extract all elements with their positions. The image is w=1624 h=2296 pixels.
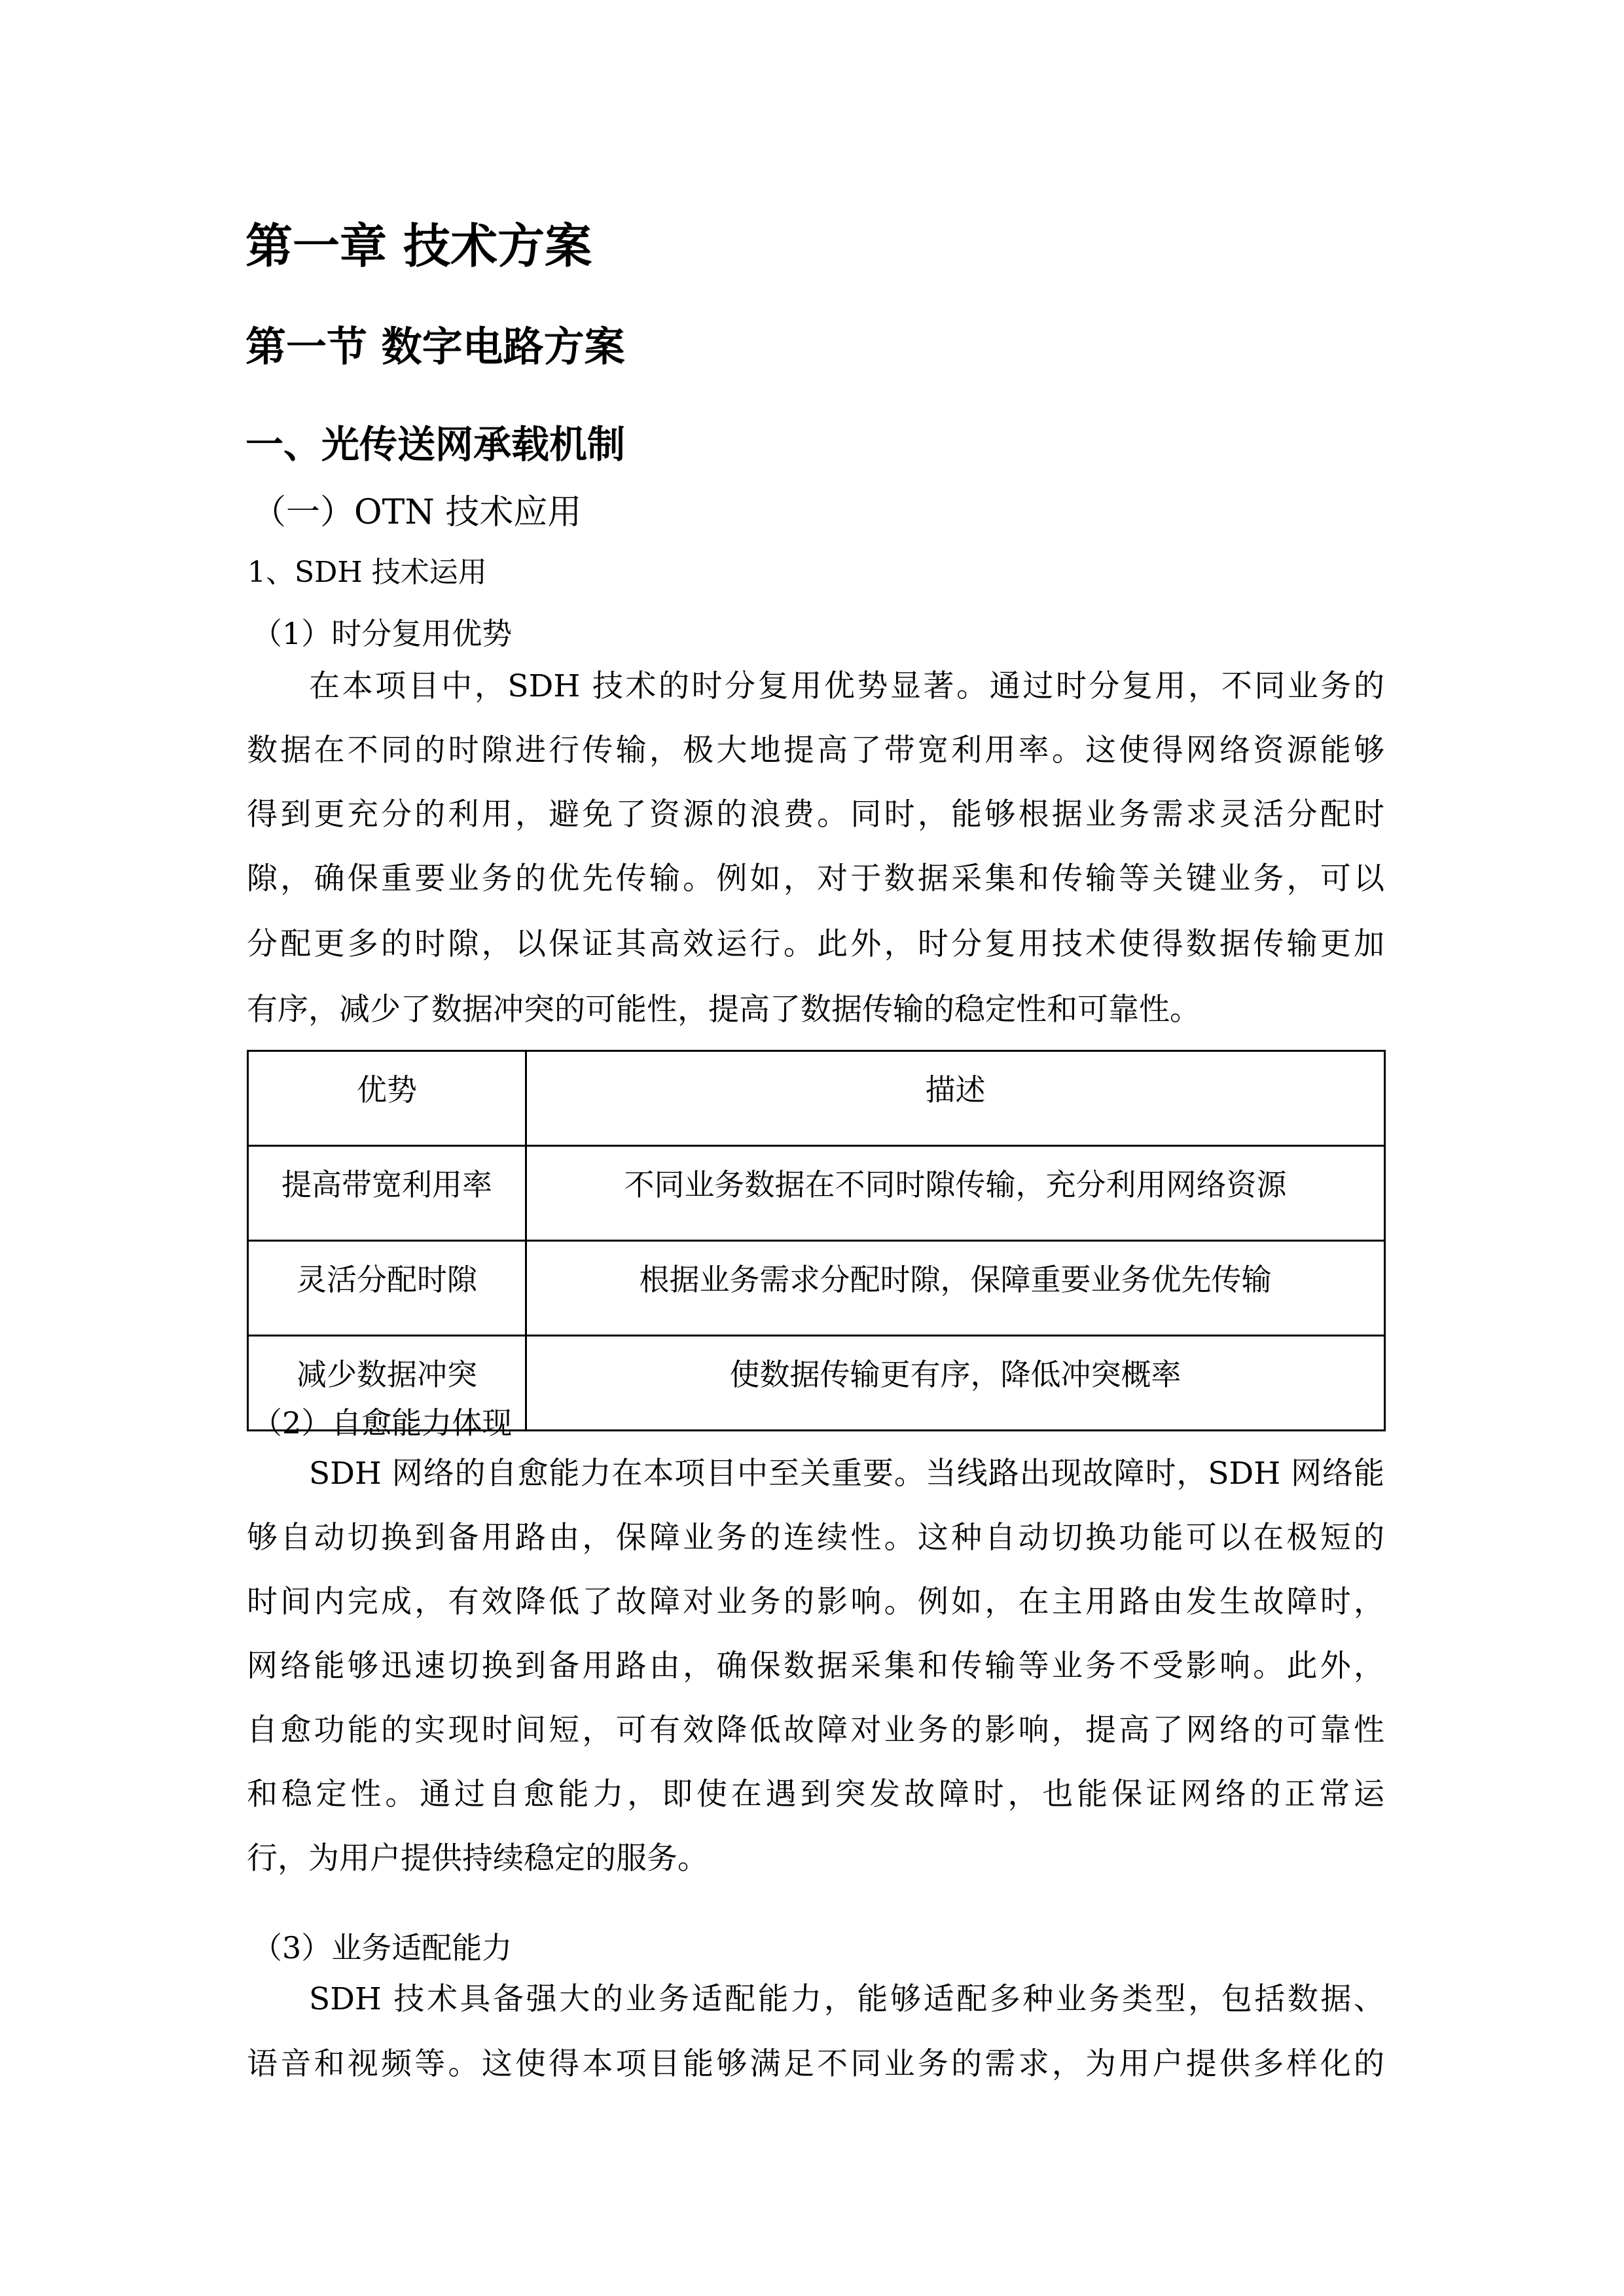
p3-heading: （3）业务适配能力 — [252, 1930, 513, 1965]
sub-subsection-title: （一）OTN 技术应用 — [252, 493, 582, 532]
text-line: 有序，减少了数据冲突的可能性，提高了数据传输的稳定性和可靠性。 — [247, 992, 1200, 1028]
table-cell: 提高带宽利用率 — [248, 1146, 526, 1241]
text-line: 和稳定性。通过自愈能力，即使在遇到突发故障时，也能保证网络的正常运 — [247, 1776, 1384, 1812]
table-row — [248, 1146, 1385, 1241]
table-cell: 灵活分配时隙 — [248, 1241, 526, 1336]
text-line: 够自动切换到备用路由，保障业务的连续性。这种自动切换功能可以在极短的 — [247, 1520, 1384, 1556]
p2-heading: （2）自愈能力体现 — [252, 1405, 513, 1441]
chapter-title: 第一章 技术方案 — [245, 219, 592, 274]
text-line: 得到更充分的利用，避免了资源的浪费。同时，能够根据业务需求灵活分配时 — [247, 797, 1384, 833]
table-cell: 不同业务数据在不同时隙传输，充分利用网络资源 — [526, 1146, 1385, 1241]
text-line: 数据在不同的时隙进行传输，极大地提高了带宽利用率。这使得网络资源能够 — [247, 732, 1384, 768]
text-line: 自愈功能的实现时间短，可有效降低故障对业务的影响，提高了网络的可靠性 — [247, 1712, 1384, 1748]
table-header-row — [248, 1051, 1385, 1146]
item-title: 1、SDH 技术运用 — [247, 556, 487, 589]
text-line: 网络能够迅速切换到备用路由，确保数据采集和传输等业务不受影响。此外， — [247, 1648, 1384, 1684]
text-line: 分配更多的时隙，以保证其高效运行。此外，时分复用技术使得数据传输更加 — [247, 926, 1384, 962]
table-cell: 减少数据冲突 — [248, 1336, 526, 1431]
text-line: SDH 技术具备强大的业务适配能力，能够适配多种业务类型，包括数据、 — [309, 1981, 1384, 2017]
table-header: 描述 — [526, 1051, 1385, 1146]
subsection-title: 一、光传送网承载机制 — [245, 422, 626, 467]
p1-heading: （1）时分复用优势 — [252, 616, 513, 651]
text-line: SDH 网络的自愈能力在本项目中至关重要。当线路出现故障时，SDH 网络能 — [309, 1456, 1384, 1492]
text-line: 行，为用户提供持续稳定的服务。 — [247, 1840, 708, 1876]
table-header: 优势 — [248, 1051, 526, 1146]
table-cell: 使数据传输更有序，降低冲突概率 — [526, 1336, 1385, 1431]
table-row — [248, 1241, 1385, 1336]
section-title: 第一节 数字电路方案 — [245, 323, 625, 370]
text-line: 在本项目中，SDH 技术的时分复用优势显著。通过时分复用，不同业务的 — [309, 668, 1384, 704]
text-line: 语音和视频等。这使得本项目能够满足不同业务的需求，为用户提供多样化的 — [247, 2046, 1384, 2082]
table-cell: 根据业务需求分配时隙，保障重要业务优先传输 — [526, 1241, 1385, 1336]
text-line: 时间内完成，有效降低了故障对业务的影响。例如，在主用路由发生故障时， — [247, 1584, 1384, 1620]
text-line: 隙，确保重要业务的优先传输。例如，对于数据采集和传输等关键业务，可以 — [247, 861, 1384, 897]
advantages-table — [247, 1050, 1386, 1431]
